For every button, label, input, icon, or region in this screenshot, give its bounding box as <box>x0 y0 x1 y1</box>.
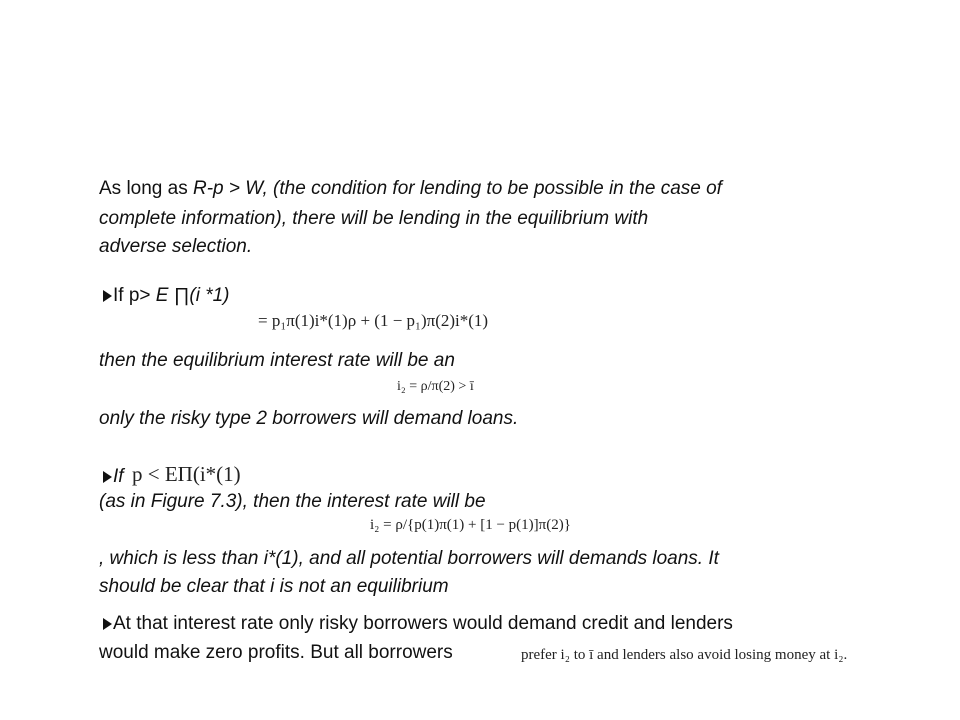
bullet3-line1: At that interest rate only risky borrowers would demand credit and lenders <box>113 613 733 634</box>
bullet1-line1 <box>113 283 230 309</box>
para1-lead: As long as <box>99 178 193 199</box>
bullet1-line3: only the risky type 2 borrowers will demand loans. <box>99 408 519 429</box>
bullet-arrow-icon <box>103 618 112 630</box>
bullet1-expr: E ∏(i *1) <box>155 285 230 306</box>
bullet2-formula2: i₂ = ρ/{p(1)π(1) + [1 − p(1)]π(2)} <box>370 517 571 533</box>
bullet2-line3: , which is less than i*(1), and all potential borrowers will demands loans. It <box>99 548 719 569</box>
bullet1-formula: = p₁π(1)i*(1)ρ + (1 − p₁)π(2)i*(1) <box>258 311 489 330</box>
para1-line3: adverse selection. <box>99 236 253 257</box>
bullet3-formula: prefer i₂ to ī and lenders also avoid losing money at i₂. <box>521 647 848 663</box>
para1-line1 <box>99 176 722 202</box>
bullet-arrow-icon <box>103 471 112 483</box>
para1-condition: R-p > W, <box>193 178 268 199</box>
para1-line2: complete information), there will be lending in the equilibrium with <box>99 208 649 229</box>
bullet1-prefix: If p> <box>113 285 156 306</box>
para1-rest: (the condition for lending to be possible in the case of <box>267 178 722 199</box>
bullet2-line2: (as in Figure 7.3), then the interest rate will be <box>99 491 486 512</box>
bullet-arrow-icon <box>103 290 112 302</box>
bullet1-line2: then the equilibrium interest rate will be an <box>99 350 455 371</box>
bullet1-formula2: i₂ = ρ/π(2) > ī <box>397 379 474 394</box>
bullet2-formula: p < EΠ(i*(1) <box>132 462 241 486</box>
bullet3-line2: would make zero profits. But all borrowers <box>99 642 453 663</box>
bullet2-line4: should be clear that i is not an equilibrium <box>99 576 449 597</box>
bullet2-prefix: If <box>113 466 124 487</box>
